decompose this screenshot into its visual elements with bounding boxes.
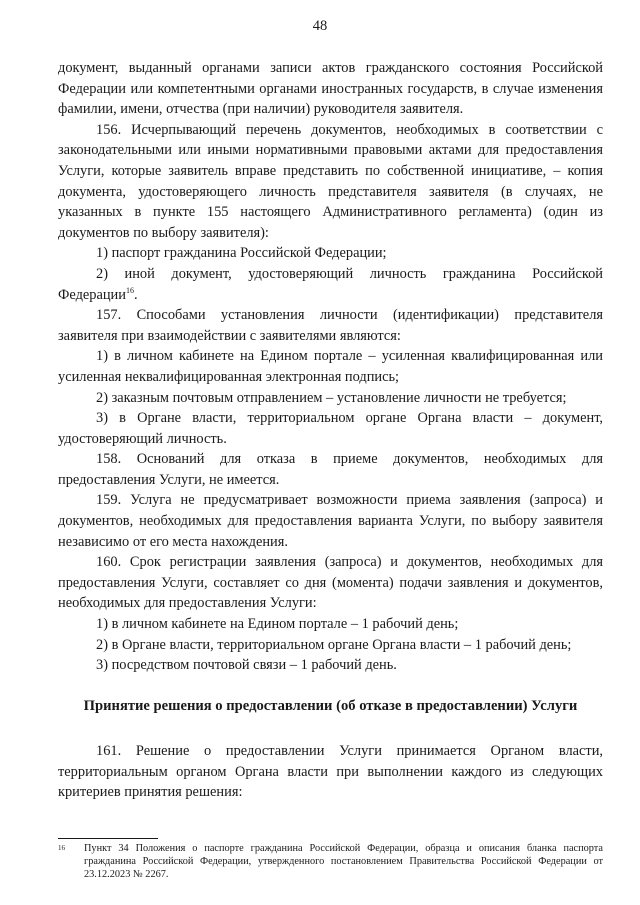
paragraph: 3) в Органе власти, территориальном органе Органа власти – документ, удостоверяющий личность. bbox=[58, 410, 603, 447]
paragraph: 3) посредством почтовой связи – 1 рабочий день. bbox=[96, 657, 397, 674]
paragraph: 2) заказным почтовым отправлением – установление личности не требуется; bbox=[96, 389, 567, 406]
footnote bbox=[58, 842, 603, 882]
paragraph: 2) в Органе власти, территориальном органе Органа власти – 1 рабочий день; bbox=[96, 636, 572, 653]
paragraph: 159. Услуга не предусматривает возможности приема заявления (запроса) и документов, необходимых для предоставления варианта Услуги, по выбору заявителя независимо от его места нахождения. bbox=[58, 492, 603, 550]
footnote-divider bbox=[58, 838, 158, 839]
footnote-mark: 16 bbox=[58, 844, 65, 852]
paragraph: 1) в личном кабинете на Едином портале – 1 рабочий день; bbox=[96, 616, 459, 633]
paragraph: 161. Решение о предоставлении Услуги принимается Органом власти, территориальным органом Органа власти при выполнении каждого из следующих критериев принятия решения: bbox=[58, 743, 603, 801]
body-text-continued bbox=[58, 741, 603, 803]
paragraph: документ, выданный органами записи актов гражданского состояния Российской Федерации или компетентными органами иностранных государств, в случае изменения фамилии, имени, отчества (при наличии) руководителя заявителя. bbox=[58, 60, 603, 118]
section-heading: Принятие решения о предоставлении (об отказе в предоставлении) Услуги bbox=[83, 698, 578, 714]
paragraph: 2) иной документ, удостоверяющий личность гражданина Российской Федерации$^{16}$. bbox=[58, 265, 603, 303]
body-text bbox=[58, 58, 603, 676]
paragraph: 160. Срок регистрации заявления (запроса) и документов, необходимых для предоставления Услуги, составляет со дня (момента) подачи заявления и документов, необходимых для предоставления Услуги: bbox=[58, 554, 603, 612]
page-number: 48 bbox=[312, 18, 328, 34]
footnote-text: Пункт 34 Положения о паспорте гражданина Российской Федерации, образца и описания бланка паспорта гражданина Российской Федерации, утвержденного постановлением Правительства Российской Федерации от 23.12.2023 № 2267. bbox=[84, 843, 603, 881]
paragraph: 1) паспорт гражданина Российской Федерации; bbox=[96, 245, 387, 262]
paragraph: 1) в личном кабинете на Едином портале – усиленная квалифицированная или усиленная неквалифицированная электронная подпись; bbox=[58, 348, 603, 385]
paragraph: 156. Исчерпывающий перечень документов, необходимых в соответствии с законодательными или иными нормативными правовыми актами для предоставления Услуги, которые заявитель вправе представить по собственной инициативе, – копия документа, удостоверяющего личность представителя заявителя (в случаях, не указанных в пункте 155 настоящего Административного регламента) (один из документов по выбору заявителя): bbox=[58, 121, 603, 241]
footnote-ref: 16 bbox=[125, 285, 134, 295]
paragraph: 158. Оснований для отказа в приеме документов, необходимых для предоставления Услуги, не имеется. bbox=[58, 451, 603, 488]
paragraph: 157. Способами установления личности (идентификации) представителя заявителя при взаимодействии с заявителями являются: bbox=[58, 307, 603, 344]
